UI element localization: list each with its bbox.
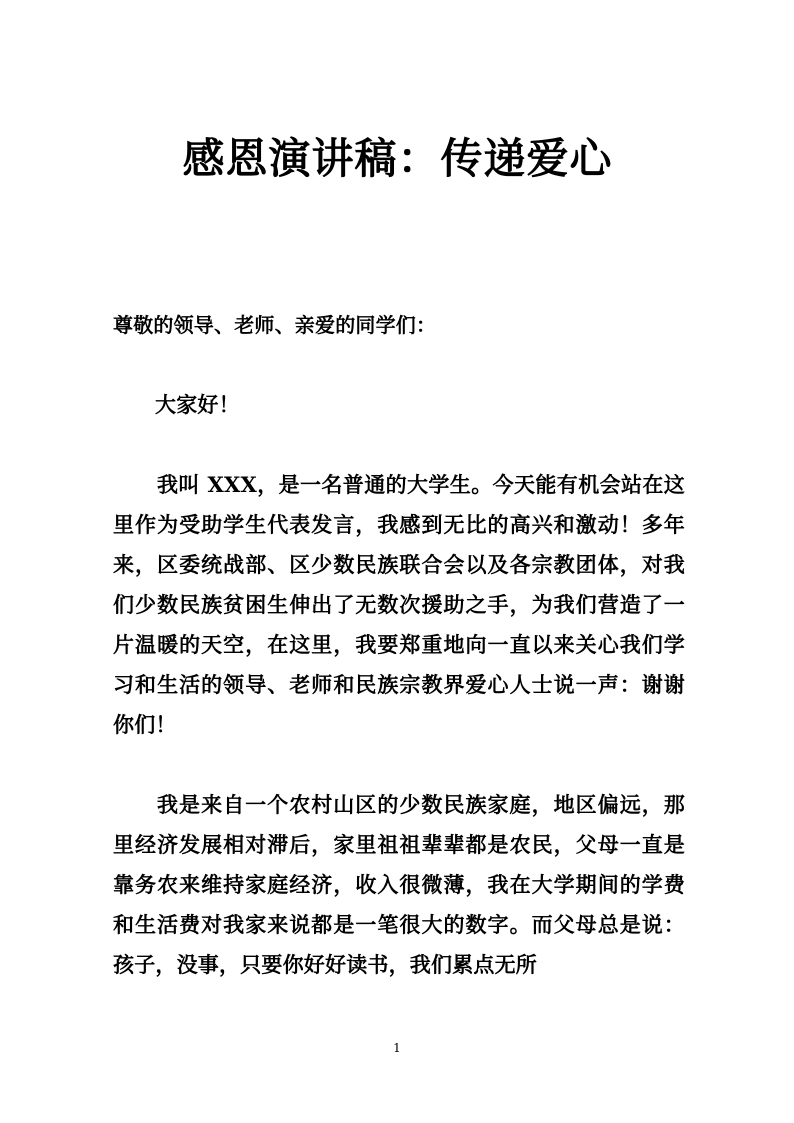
- page-number: 1: [393, 1041, 401, 1055]
- page-title: 感恩演讲稿：传递爱心: [182, 134, 613, 183]
- body-paragraph-2: 我是来自一个农村山区的少数民族家庭，地区偏远，那里经济发展相对滞后，家里祖祖辈辈都是农民，父母一直是靠务农来维持家庭经济，收入很微薄，我在大学期间的学费和生活费对我家来说都是一笔很大的数字。而父母总是说：孩子，没事，只要你好好读书，我们累点无所: [113, 792, 685, 977]
- document-body: [113, 305, 685, 985]
- greeting-line: 大家好！: [155, 392, 240, 417]
- salutation-line: 尊敬的领导、老师、亲爱的同学们：: [113, 313, 437, 337]
- body-paragraph-1: 我叫 XXX，是一名普通的大学生。今天能有机会站在这里作为受助学生代表发言，我感到无比的高兴和激动！多年来，区委统战部、区少数民族联合会以及各宗教团体，对我们少数民族贫困生伸出了无数次援助之手，为我们营造了一片温暖的天空，在这里，我要郑重地向一直以来关心我们学习和生活的领导、老师和民族宗教界爱心人士说一声：谢谢你们！: [113, 472, 685, 737]
